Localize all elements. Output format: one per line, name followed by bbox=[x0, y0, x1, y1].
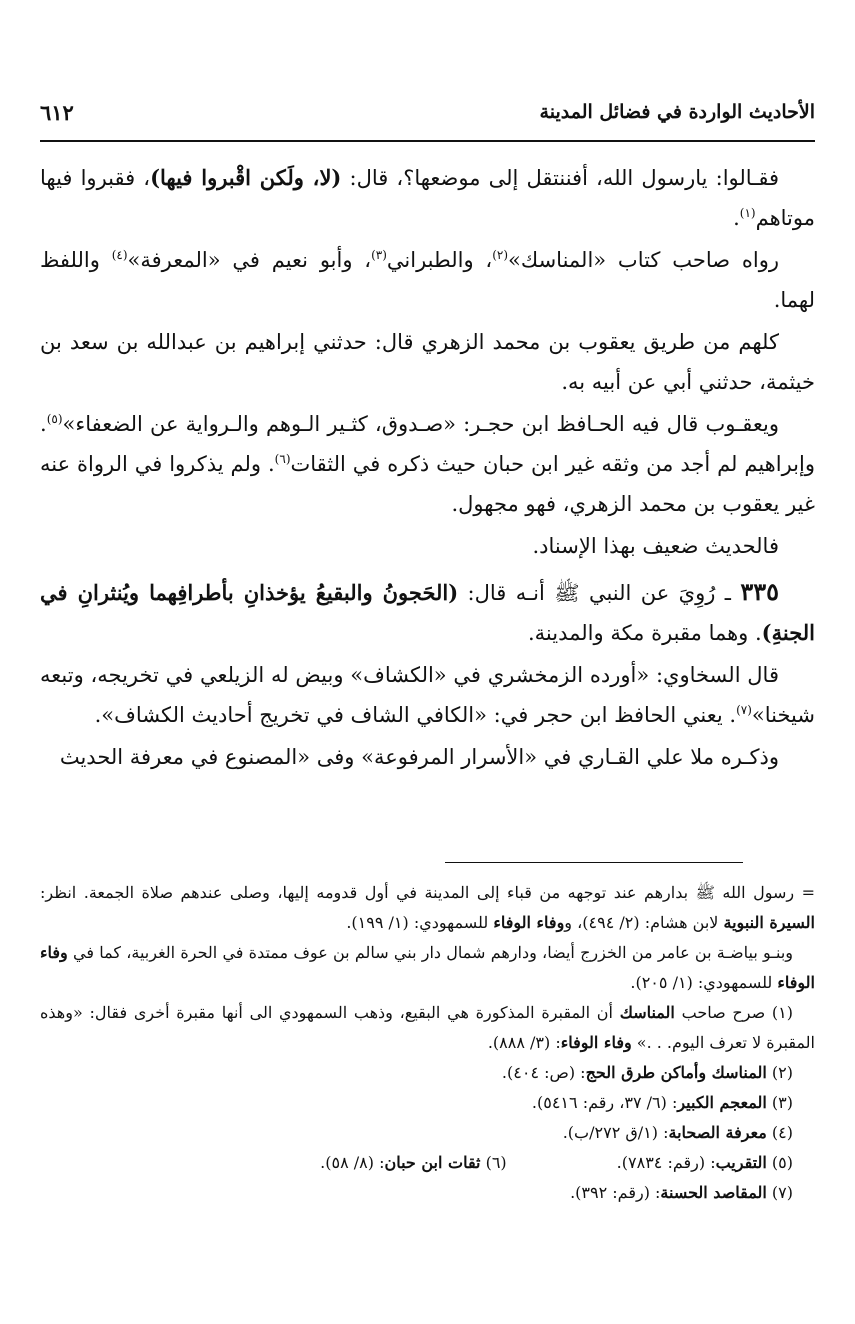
text-run: : (٣/ ٨٨٨). bbox=[487, 1033, 561, 1052]
footnote-3 bbox=[40, 1088, 815, 1118]
footnotes bbox=[40, 878, 815, 1208]
book-title: وفاء الوفاء bbox=[493, 913, 565, 932]
running-header bbox=[40, 92, 815, 132]
paragraph-8: وذكـره ملا علي القـاري في «الأسرار المرفوعة» وفى «المصنوع في معرفة الحديث bbox=[59, 745, 779, 769]
footnote-2 bbox=[40, 1058, 815, 1088]
paragraph-1 bbox=[40, 158, 815, 238]
page-number: ٦١٢ bbox=[40, 99, 74, 125]
text-run: ـ رُوِيَ عن النبي ﷺ أنـه قال: bbox=[458, 581, 741, 605]
book-title: وفاء الوفاء bbox=[40, 943, 815, 992]
main-text bbox=[40, 158, 815, 779]
book-title: السيرة النبوية bbox=[723, 913, 815, 932]
text-run: (٣) bbox=[766, 1093, 793, 1112]
text-run: ، فقبروا فيها موتاهم bbox=[40, 166, 815, 230]
book-title: المناسك bbox=[619, 1003, 675, 1022]
text-run: (٤) bbox=[766, 1123, 793, 1142]
footnote-ref: (٧) bbox=[736, 703, 752, 717]
text-run: ويعقـوب قال فيه الحـافظ ابن حجـر: «صـدوق، كثـير الـوهم والـرواية عن الضعفاء» bbox=[62, 412, 779, 436]
footnote-1 bbox=[40, 998, 815, 1058]
text-run: أن المقبرة المذكورة هي البقيع، وذهب السمهودي الى أنها مقبرة أخرى فقال: «وهذه المقبرة لا تعرف اليوم. . .» bbox=[40, 1003, 815, 1052]
footnote-5 bbox=[617, 1148, 793, 1178]
text-run: (٢) bbox=[766, 1063, 793, 1082]
text-run: (٥) bbox=[766, 1153, 793, 1172]
text-run: . وهما مقبرة مكة والمدينة. bbox=[527, 621, 762, 645]
book-title: وفاء الوفاء bbox=[560, 1033, 632, 1052]
running-title: الأحاديث الواردة في فضائل المدينة bbox=[539, 101, 815, 123]
text-run: : (٨/ ٥٨). bbox=[320, 1153, 385, 1172]
footnote-continuation bbox=[40, 878, 815, 938]
text-run: ، وأبو نعيم في «المعرفة» bbox=[127, 248, 372, 272]
text-run: . ولم يذكروا في الرواة عنه غير يعقوب بن محمد الزهري، فهو مجهول. bbox=[40, 452, 815, 516]
text-run: . وإبراهيم لم أجد من وثقه غير ابن حبان حيث ذكره في الثقات bbox=[40, 412, 815, 476]
hadith-335 bbox=[40, 572, 815, 653]
footnote-7 bbox=[40, 1178, 815, 1208]
header-rule bbox=[40, 140, 815, 142]
paragraph-3: كلهم من طريق يعقوب بن محمد الزهري قال: حدثني إبراهيم بن عبدالله بن سعد بن خيثمة، حدثني أبي عن أبيه به. bbox=[40, 330, 815, 394]
book-title: التقريب bbox=[715, 1153, 767, 1172]
footnote-ref: (١) bbox=[739, 206, 756, 220]
footnote-rule bbox=[445, 862, 743, 863]
paragraph-4 bbox=[40, 404, 815, 524]
book-title: المناسك وأماكن طرق الحج bbox=[585, 1063, 767, 1082]
text-run: : (ص: ٤٠٤). bbox=[501, 1063, 586, 1082]
text-run: (١) صرح صاحب bbox=[674, 1003, 793, 1022]
text-run: : (رقم: ٧٨٣٤). bbox=[616, 1153, 716, 1172]
text-run: وبنـو بياضـة بن عامر من الخزرج أيضا، ودارهم شمال دار بني سالم بن عوف ممتدة في الحرة الغربية، كما في bbox=[67, 943, 794, 962]
text-run: ، والطبراني bbox=[386, 248, 493, 272]
text-run: للسمهودي: (١/ ٢٠٥). bbox=[630, 973, 778, 992]
footnote-row-5-6 bbox=[40, 1148, 815, 1178]
book-title: المعجم الكبير bbox=[677, 1093, 767, 1112]
paragraph-5: فالحديث ضعيف بهذا الإسناد. bbox=[532, 534, 779, 558]
text-run: : (١/ق ٢٧٢/ب). bbox=[562, 1123, 669, 1142]
paragraph-2 bbox=[40, 240, 815, 320]
footnote-ref: (٤) bbox=[111, 248, 128, 262]
text-run: = رسول الله ﷺ بدارهم عند توجهه من قباء إلى المدينة في أول قدومه إليها، وصلى عندهم صلاة الجمعة. انظر: bbox=[40, 883, 816, 902]
text-run: لابن هشام: (٢/ ٤٩٤)، و bbox=[564, 913, 724, 932]
footnote-4 bbox=[40, 1118, 815, 1148]
hadith-number: ٣٣٥ bbox=[740, 577, 779, 606]
text-run: : (٦/ ٣٧، رقم: ٥٤١٦). bbox=[531, 1093, 678, 1112]
text-run: فقـالوا: يارسول الله، أفننتقل إلى موضعها؟، قال: bbox=[341, 166, 779, 190]
text-run: . يعني الحافظ ابن حجر في: «الكافي الشاف في تخريج أحاديث الكشاف». bbox=[94, 703, 737, 727]
footnote-ref: (٥) bbox=[46, 412, 63, 426]
text-run: (٧) bbox=[766, 1183, 793, 1202]
text-run: قال السخاوي: «أورده الزمخشري في «الكشاف» وبيض له الزيلعي في تخريجه، وتبعه شيخنا» bbox=[40, 663, 815, 727]
text-run: رواه صاحب كتاب «المناسك» bbox=[508, 248, 779, 272]
footnote-ref: (٣) bbox=[371, 248, 387, 262]
paragraph-7 bbox=[40, 655, 815, 735]
footnote-ref: (٦) bbox=[274, 452, 291, 466]
book-title: المقاصد الحسنة bbox=[660, 1183, 767, 1202]
text-run: : (رقم: ٣٩٢). bbox=[570, 1183, 661, 1202]
footnote-6 bbox=[320, 1148, 507, 1178]
text-run: للسمهودي: (١/ ١٩٩). bbox=[346, 913, 494, 932]
prophetic-quote: (الحَجونُ والبقيعُ يؤخذانِ بأطرافِهما ويُنثرانِ في الجنةِ) bbox=[40, 580, 815, 645]
book-title: معرفة الصحابة bbox=[668, 1123, 767, 1142]
book-title: ثقات ابن حبان bbox=[384, 1153, 481, 1172]
text-run: . bbox=[733, 206, 740, 230]
footnote-ref: (٢) bbox=[492, 248, 509, 262]
footnote-bayada bbox=[40, 938, 815, 998]
prophetic-quote: (لا، ولَكن اقْبروا فيها) bbox=[150, 165, 342, 190]
text-run: (٦) bbox=[480, 1153, 507, 1172]
text-run: واللفظ لهما. bbox=[40, 248, 815, 312]
